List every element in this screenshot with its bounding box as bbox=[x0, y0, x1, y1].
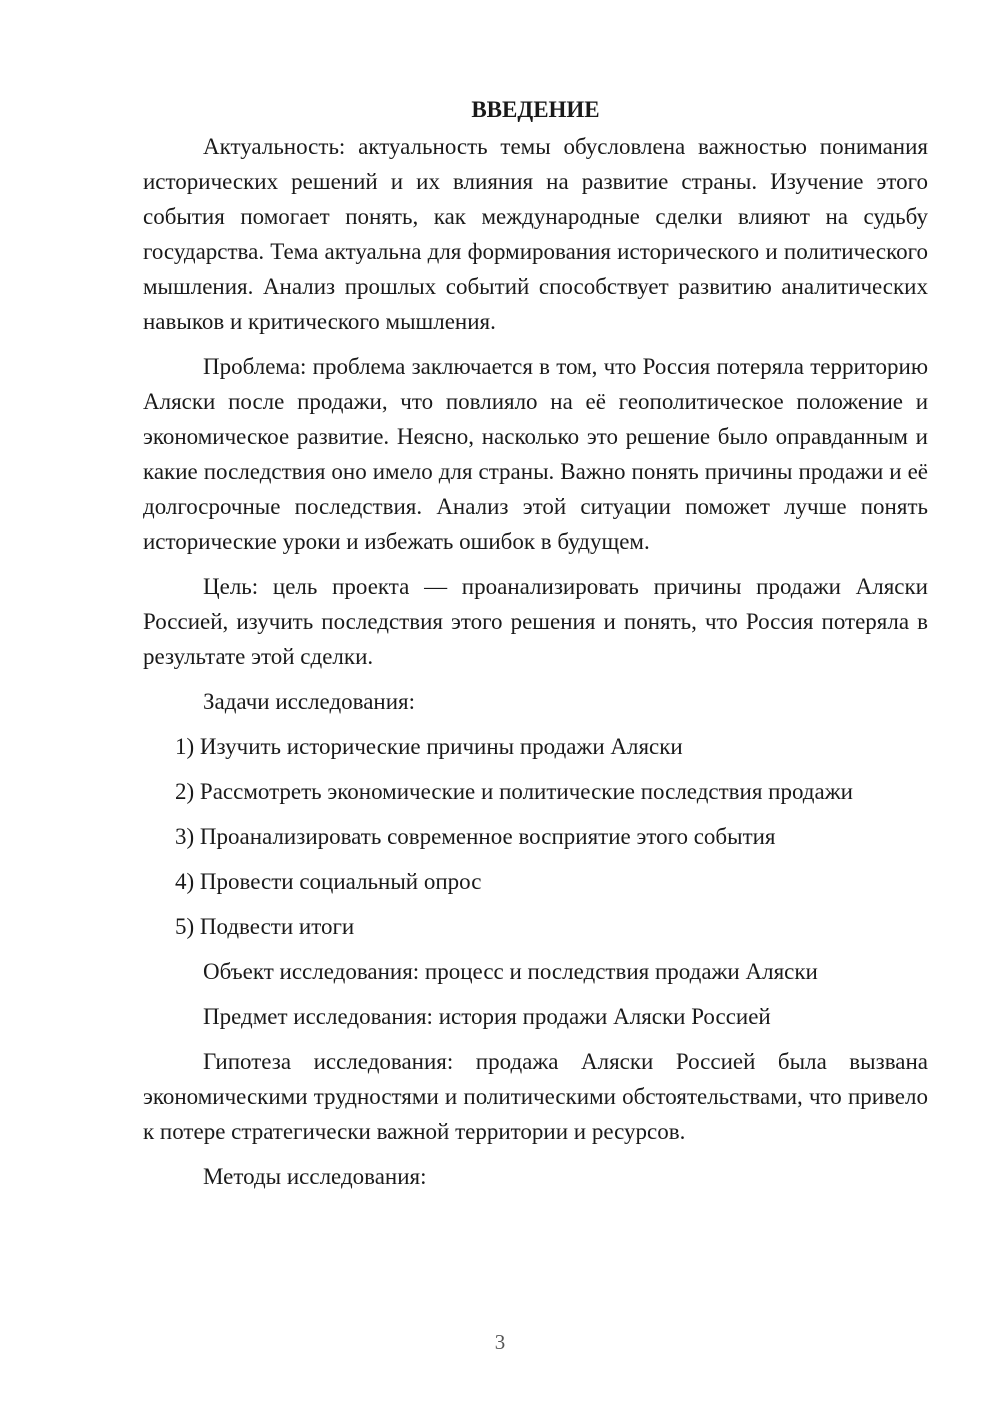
methods-heading: Методы исследования: bbox=[203, 1164, 427, 1189]
list-item: 2) Рассмотреть экономические и политические последствия продажи bbox=[175, 779, 853, 804]
list-item: 1) Изучить исторические причины продажи Аляски bbox=[175, 734, 683, 759]
list-item: 3) Проанализировать современное восприятие этого события bbox=[175, 824, 776, 849]
relevance-paragraph: Актуальность: актуальность темы обусловлена важностью понимания исторических решений и их влияния на развитие страны. Изучение этого события помогает понять, как международные сделки влияют на судьбу государства. Тема актуальна для формирования исторического и политического мышления. Анализ прошлых событий способствует развитию аналитических навыков и критического мышления. bbox=[143, 134, 928, 334]
tasks-list bbox=[143, 729, 928, 944]
subject-paragraph: Предмет исследования: история продажи Аляски Россией bbox=[203, 1004, 771, 1029]
hypothesis-paragraph: Гипотеза исследования: продажа Аляски Россией была вызвана экономическими трудностями и политическими обстоятельствами, что привело к потере стратегически важной территории и ресурсов. bbox=[143, 1049, 928, 1144]
object-paragraph: Объект исследования: процесс и последствия продажи Аляски bbox=[203, 959, 818, 984]
section-title: ВВЕДЕНИЕ bbox=[471, 97, 600, 122]
goal-paragraph: Цель: цель проекта — проанализировать причины продажи Аляски Россией, изучить последствия этого решения и понять, что Россия потеряла в результате этой сделки. bbox=[143, 574, 928, 669]
tasks-heading: Задачи исследования: bbox=[203, 689, 416, 714]
list-item: 4) Провести социальный опрос bbox=[175, 869, 482, 894]
list-item: 5) Подвести итоги bbox=[175, 914, 355, 939]
page-number: 3 bbox=[494, 1330, 506, 1354]
problem-paragraph: Проблема: проблема заключается в том, что Россия потеряла территорию Аляски после продажи, что повлияло на её геополитическое положение и экономическое развитие. Неясно, насколько это решение было оправданным и какие последствия оно имело для страны. Важно понять причины продажи и её долгосрочные последствия. Анализ этой ситуации поможет лучше понять исторические уроки и избежать ошибок в будущем. bbox=[143, 354, 928, 554]
page-content bbox=[143, 92, 928, 1204]
